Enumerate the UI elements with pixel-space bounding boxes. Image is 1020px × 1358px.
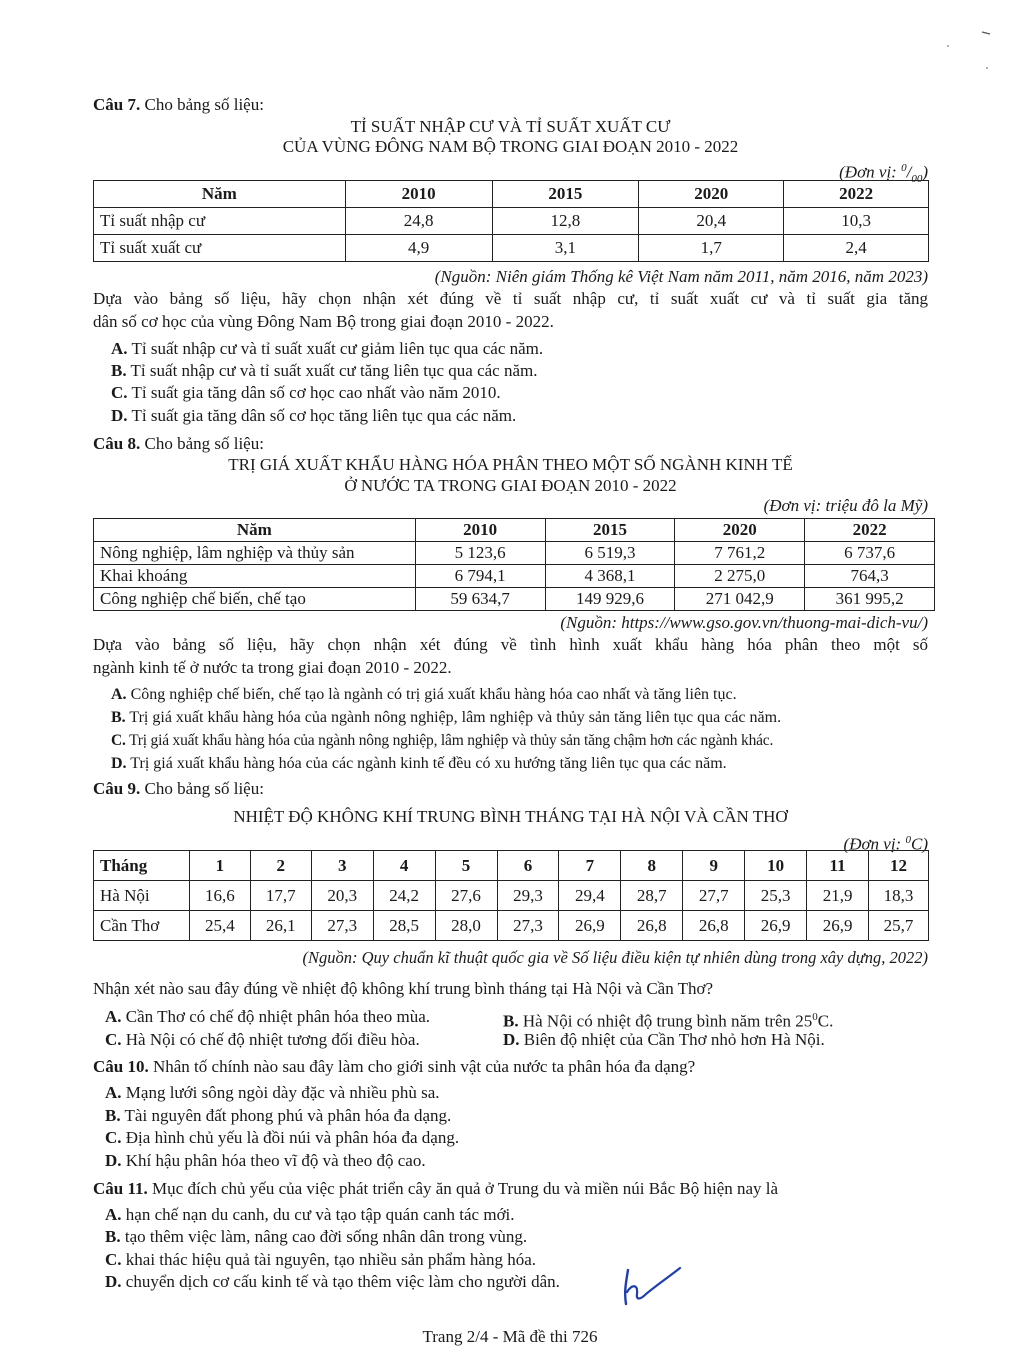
question-10-option-b[interactable]: B. Tài nguyên đất phong phú và phân hóa đa dạng. xyxy=(105,1106,452,1125)
table-7-header: 2015 xyxy=(492,181,639,208)
question-11-option-a[interactable]: A. hạn chế nạn du canh, du cư và tạo tập quán canh tác mới. xyxy=(105,1205,515,1224)
table-9-title: NHIỆT ĐỘ KHÔNG KHÍ TRUNG BÌNH THÁNG TẠI HÀ NỘI VÀ CẦN THƠ xyxy=(233,807,788,826)
question-11-option-c[interactable]: C. khai thác hiệu quả tài nguyên, tạo nhiều sản phẩm hàng hóa. xyxy=(105,1250,537,1269)
question-7-option-a[interactable]: A. Tỉ suất nhập cư và tỉ suất xuất cư giảm liên tục qua các năm. xyxy=(111,339,544,358)
table-cell: Hà Nội xyxy=(94,881,190,911)
table-cell: 20,4 xyxy=(639,208,784,235)
question-9-label: Câu 9. xyxy=(93,779,141,798)
table-cell: 4,9 xyxy=(345,235,492,262)
table-cell: 10,3 xyxy=(784,208,929,235)
question-10-option-a[interactable]: A. Mạng lưới sông ngòi dày đặc và nhiều phù sa. xyxy=(105,1083,440,1102)
table-cell: 6 519,3 xyxy=(545,542,675,565)
question-7-text-line1: Dựa vào bảng số liệu, hãy chọn nhận xét đúng về tỉ suất nhập cư, tỉ suất xuất cư và tỉ suất gia tăng xyxy=(93,289,928,308)
table-8-source: (Nguồn: https://www.gso.gov.vn/thuong-mai-dich-vu/) xyxy=(560,613,928,632)
table-7-header: 2010 xyxy=(345,181,492,208)
question-10-text: Nhân tố chính nào sau đây làm cho giới sinh vật của nước ta phân hóa đa dạng? xyxy=(152,1057,696,1076)
table-7-header: 2020 xyxy=(639,181,784,208)
table-cell: 21,9 xyxy=(807,881,869,911)
question-9-heading xyxy=(93,778,264,800)
table-9-unit: (Đơn vị: $^0$C) xyxy=(843,834,928,854)
table-9-header-row xyxy=(94,851,929,881)
page-footer: Trang 2/4 - Mã đề thi 726 xyxy=(422,1327,598,1346)
table-7-title-line2: CỦA VÙNG ĐÔNG NAM BỘ TRONG GIAI ĐOẠN 2010 - 2022 xyxy=(282,137,739,156)
table-9-header: 9 xyxy=(683,851,745,881)
table-9-header: 3 xyxy=(311,851,373,881)
table-8 xyxy=(93,518,935,611)
table-cell: 3,1 xyxy=(492,235,639,262)
question-7-label: Câu 7. xyxy=(93,95,141,114)
table-cell: 26,9 xyxy=(745,911,807,941)
table-cell: Cần Thơ xyxy=(94,911,190,941)
table-row xyxy=(94,542,935,565)
table-cell: 27,3 xyxy=(311,911,373,941)
table-8-header: 2020 xyxy=(675,519,805,542)
question-11-heading xyxy=(93,1178,778,1200)
table-cell: 17,7 xyxy=(250,881,311,911)
question-7-option-b[interactable]: B. Tỉ suất nhập cư và tỉ suất xuất cư tăng liên tục qua các năm. xyxy=(111,361,538,380)
question-11-option-b[interactable]: B. tạo thêm việc làm, nâng cao đời sống nhân dân trong vùng. xyxy=(105,1227,528,1246)
table-cell: 24,8 xyxy=(345,208,492,235)
question-9-option-c[interactable]: C. Hà Nội có chế độ nhiệt tương đối điều hòa. xyxy=(105,1030,420,1049)
question-10-option-c[interactable]: C. Địa hình chủ yếu là đồi núi và phân hóa đa dạng. xyxy=(105,1128,460,1147)
table-9-header: 8 xyxy=(621,851,683,881)
question-7-intro: Cho bảng số liệu: xyxy=(144,95,264,114)
table-cell: 361 995,2 xyxy=(805,588,935,611)
table-cell: 25,4 xyxy=(189,911,250,941)
question-9-option-b[interactable]: B. Hà Nội có nhiệt độ trung bình năm trên $25^0C$. xyxy=(503,1011,834,1031)
question-11-text: Mục đích chủ yếu của việc phát triển cây ăn quả ở Trung du và miền núi Bắc Bộ hiện nay là xyxy=(152,1179,779,1198)
table-9-header: 4 xyxy=(373,851,435,881)
table-8-header: 2015 xyxy=(545,519,675,542)
question-7-text-line2: dân số cơ học của vùng Đông Nam Bộ trong giai đoạn 2010 - 2022. xyxy=(93,312,554,331)
table-cell: 271 042,9 xyxy=(675,588,805,611)
table-9-header: Tháng xyxy=(94,851,190,881)
table-7-source: (Nguồn: Niên giám Thống kê Việt Nam năm 2011, năm 2016, năm 2023) xyxy=(434,267,928,286)
table-7-unit: (Đơn vị: $^0/_{00}$) xyxy=(839,162,928,186)
table-9-header: 7 xyxy=(559,851,621,881)
table-row xyxy=(94,588,935,611)
table-cell: 26,8 xyxy=(683,911,745,941)
question-11-option-d[interactable]: D. chuyển dịch cơ cấu kinh tế và tạo thêm việc làm cho người dân. xyxy=(105,1272,560,1291)
table-cell: 28,5 xyxy=(373,911,435,941)
question-8-text-line2: ngành kinh tế ở nước ta trong giai đoạn 2010 - 2022. xyxy=(93,658,452,677)
table-row xyxy=(94,881,929,911)
table-row xyxy=(94,565,935,588)
table-7-title-line1: TỈ SUẤT NHẬP CƯ VÀ TỈ SUẤT XUẤT CƯ xyxy=(350,117,671,136)
table-cell: 25,7 xyxy=(869,911,929,941)
table-cell: 18,3 xyxy=(869,881,929,911)
table-9-header: 12 xyxy=(869,851,929,881)
table-row xyxy=(94,208,929,235)
table-8-header: 2022 xyxy=(805,519,935,542)
table-cell: 7 761,2 xyxy=(675,542,805,565)
table-cell: 2,4 xyxy=(784,235,929,262)
question-8-text-line1: Dựa vào bảng số liệu, hãy chọn nhận xét đúng về tình hình xuất khẩu hàng hóa phân theo một số xyxy=(93,635,928,654)
table-cell: 29,4 xyxy=(559,881,621,911)
table-cell: 764,3 xyxy=(805,565,935,588)
table-cell: Công nghiệp chế biến, chế tạo xyxy=(94,588,416,611)
table-cell: 20,3 xyxy=(311,881,373,911)
table-8-header-row xyxy=(94,519,935,542)
question-8-intro: Cho bảng số liệu: xyxy=(144,434,264,453)
table-8-unit: (Đơn vị: triệu đô la Mỹ) xyxy=(763,496,928,515)
table-cell: 29,3 xyxy=(497,881,559,911)
table-cell: 4 368,1 xyxy=(545,565,675,588)
table-9-header: 11 xyxy=(807,851,869,881)
question-11-label: Câu 11. xyxy=(93,1179,148,1198)
table-cell: 28,0 xyxy=(435,911,497,941)
question-8-heading xyxy=(93,433,264,455)
table-cell: 28,7 xyxy=(621,881,683,911)
table-9-source: (Nguồn: Quy chuẩn kĩ thuật quốc gia về Số liệu điều kiện tự nhiên dùng trong xây dựng, 2022) xyxy=(302,948,928,967)
question-8-option-b[interactable]: B. Trị giá xuất khẩu hàng hóa của ngành nông nghiệp, lâm nghiệp và thủy sản tăng liên tục qua các năm. xyxy=(111,709,782,726)
table-7-header: Năm xyxy=(94,181,346,208)
question-10-heading xyxy=(93,1056,695,1078)
table-cell: 2 275,0 xyxy=(675,565,805,588)
table-cell: 1,7 xyxy=(639,235,784,262)
question-9-intro: Cho bảng số liệu: xyxy=(144,779,264,798)
table-row xyxy=(94,911,929,941)
handwritten-initials-mark xyxy=(618,1262,688,1308)
table-cell: 6 794,1 xyxy=(415,565,545,588)
table-cell: 25,3 xyxy=(745,881,807,911)
table-row xyxy=(94,235,929,262)
table-cell: 16,6 xyxy=(189,881,250,911)
question-7-option-c[interactable]: C. Tỉ suất gia tăng dân số cơ học cao nhất vào năm 2010. xyxy=(111,383,501,402)
table-cell: 5 123,6 xyxy=(415,542,545,565)
question-9-text: Nhận xét nào sau đây đúng về nhiệt độ không khí trung bình tháng tại Hà Nội và Cần Thơ? xyxy=(93,979,714,998)
question-8-option-a[interactable]: A. Công nghiệp chế biến, chế tạo là ngành có trị giá xuất khẩu hàng hóa cao nhất và tăng liên tục. xyxy=(111,686,737,703)
question-9-option-a[interactable]: A. Cần Thơ có chế độ nhiệt phân hóa theo mùa. xyxy=(105,1007,430,1026)
table-9-header: 10 xyxy=(745,851,807,881)
table-cell: 26,1 xyxy=(250,911,311,941)
question-10-option-d[interactable]: D. Khí hậu phân hóa theo vĩ độ và theo độ cao. xyxy=(105,1151,426,1170)
table-cell: 26,8 xyxy=(621,911,683,941)
table-9-header: 2 xyxy=(250,851,311,881)
table-7-header: 2022 xyxy=(784,181,929,208)
question-8-option-c[interactable]: C. Trị giá xuất khẩu hàng hóa của ngành nông nghiệp, lâm nghiệp và thủy sản tăng chậm hơn các ngành khác. xyxy=(111,732,774,749)
table-9-header: 5 xyxy=(435,851,497,881)
question-10-label: Câu 10. xyxy=(93,1057,149,1076)
table-8-header: 2010 xyxy=(415,519,545,542)
table-cell: 27,3 xyxy=(497,911,559,941)
table-9 xyxy=(93,850,929,941)
table-9-header: 6 xyxy=(497,851,559,881)
question-7-heading xyxy=(93,94,264,116)
question-8-option-d[interactable]: D. Trị giá xuất khẩu hàng hóa của các ngành kinh tế đều có xu hướng tăng liên tục qua các năm. xyxy=(111,755,727,772)
table-cell: 26,9 xyxy=(807,911,869,941)
question-9-option-d[interactable]: D. Biên độ nhiệt của Cần Thơ nhỏ hơn Hà Nội. xyxy=(503,1030,825,1049)
table-cell: 6 737,6 xyxy=(805,542,935,565)
table-8-title-line1: TRỊ GIÁ XUẤT KHẨU HÀNG HÓA PHÂN THEO MỘT SỐ NGÀNH KINH TẾ xyxy=(228,455,793,474)
table-cell: 59 634,7 xyxy=(415,588,545,611)
table-cell: 27,6 xyxy=(435,881,497,911)
table-8-header: Năm xyxy=(94,519,416,542)
table-cell: Tỉ suất xuất cư xyxy=(94,235,346,262)
table-cell: Khai khoáng xyxy=(94,565,416,588)
table-8-title-line2: Ở NƯỚC TA TRONG GIAI ĐOẠN 2010 - 2022 xyxy=(344,476,677,495)
table-9-header: 1 xyxy=(189,851,250,881)
table-cell: 24,2 xyxy=(373,881,435,911)
table-cell: 12,8 xyxy=(492,208,639,235)
table-cell: 27,7 xyxy=(683,881,745,911)
table-cell: 149 929,6 xyxy=(545,588,675,611)
question-7-option-d[interactable]: D. Tỉ suất gia tăng dân số cơ học tăng liên tục qua các năm. xyxy=(111,406,517,425)
table-7 xyxy=(93,180,929,262)
table-cell: 26,9 xyxy=(559,911,621,941)
table-cell: Nông nghiệp, lâm nghiệp và thủy sản xyxy=(94,542,416,565)
table-cell: Tỉ suất nhập cư xyxy=(94,208,346,235)
question-8-label: Câu 8. xyxy=(93,434,141,453)
table-7-header-row xyxy=(94,181,929,208)
scan-marks xyxy=(940,28,1000,78)
